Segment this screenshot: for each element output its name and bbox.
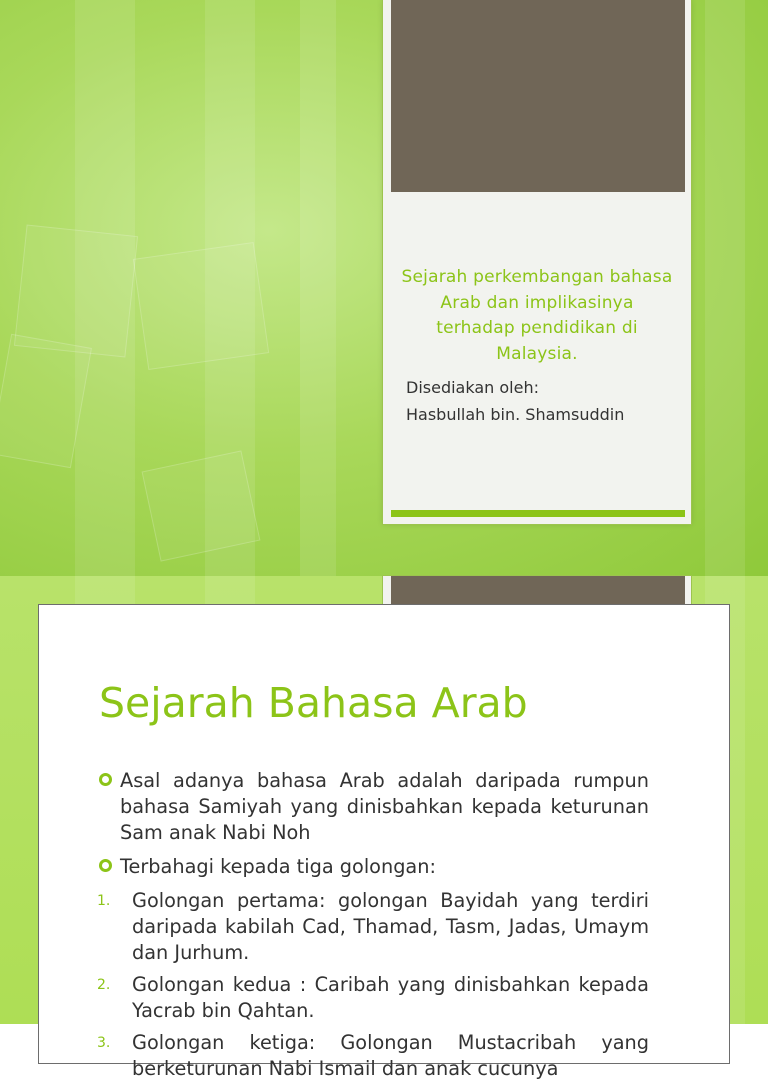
body-list bbox=[97, 768, 649, 1088]
author-name: Hasbullah bin. Shamsuddin bbox=[406, 405, 625, 424]
background-stripe bbox=[705, 0, 745, 576]
prepared-by-label: Disediakan oleh: bbox=[406, 378, 539, 397]
title-card-accent-bar bbox=[391, 510, 685, 517]
ring-bullet-icon bbox=[99, 859, 112, 872]
numbered-text: Golongan kedua : Caribah yang dinisbahkan kepada Yacrab bin Qahtan. bbox=[132, 973, 649, 1022]
decorative-square bbox=[133, 242, 269, 370]
content-slide bbox=[0, 576, 768, 1080]
numbered-item bbox=[97, 1030, 649, 1082]
number-marker: 1. bbox=[97, 893, 111, 909]
bullet-text: Asal adanya bahasa Arab adalah daripada rumpun bahasa Samiyah yang dinisbahkan kepada keturunan Sam anak Nabi Noh bbox=[120, 769, 649, 844]
bullet-item bbox=[97, 854, 649, 880]
numbered-text: Golongan ketiga: Golongan Mustacribah yang berketurunan Nabi Ismail dan anak cucunya bbox=[132, 1031, 649, 1080]
numbered-text: Golongan pertama: golongan Bayidah yang terdiri daripada kabilah Cad, Thamad, Tasm, Jadas, Umaym dan Jurhum. bbox=[132, 889, 649, 964]
numbered-item bbox=[97, 972, 649, 1024]
background-stripe bbox=[300, 0, 336, 576]
slide-heading: Sejarah Bahasa Arab bbox=[99, 679, 528, 727]
number-marker: 3. bbox=[97, 1035, 111, 1051]
content-panel bbox=[38, 604, 730, 1080]
numbered-item bbox=[97, 888, 649, 966]
bullet-item bbox=[97, 768, 649, 846]
author-block bbox=[406, 374, 686, 428]
presentation-title: Sejarah perkembangan bahasa Arab dan implikasinya terhadap pendidikan di Malaysia. bbox=[401, 267, 673, 364]
title-card-dark-block bbox=[391, 0, 685, 192]
number-marker: 2. bbox=[97, 977, 111, 993]
ring-bullet-icon bbox=[99, 773, 112, 786]
bullet-text: Terbahagi kepada tiga golongan: bbox=[120, 855, 436, 878]
title-card bbox=[383, 0, 691, 524]
